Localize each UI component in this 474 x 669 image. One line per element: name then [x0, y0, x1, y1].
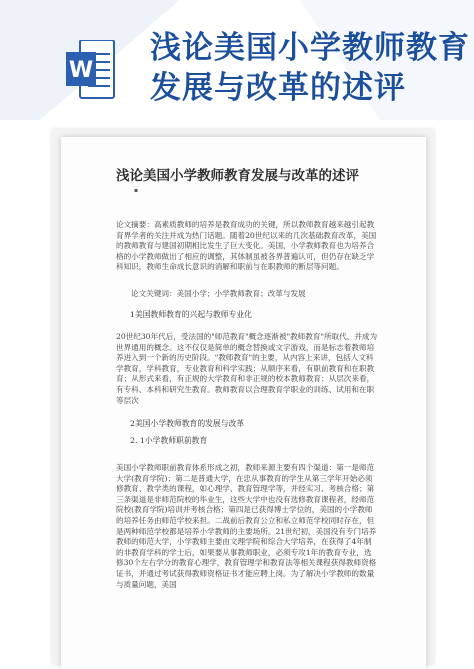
section-1-body [116, 332, 378, 406]
keywords-line: 论文关键词：美国小学；小学教师教育；改革与发展 [131, 289, 306, 298]
svg-text:W: W [68, 58, 94, 83]
section-heading-2: 2美国小学教师教育的发展与改革 [130, 419, 245, 428]
abstract-block [116, 220, 378, 273]
word-document-icon [66, 40, 116, 100]
section-2-1-paragraph: 美国小学教师职前教育体系形成之初，教师来源主要有四个渠道：第一是师范大学(教育学院)；第二是普通大学，在忠从事教育的学生从第三学年开始必须修教育、教学类的课程，如心理学、教育管理学等，并经实习、考核合格；第三条渠道是非师范院校的毕业生，这些大学中也没有选修教育课程者，经师范院校(教育学院)培训并考核合格；第四是已获得博士学位的，美国的小学教师的培养任务由师范学校来担。二战前后教育公立和私立师范学校同时存在，但是两种师范学校都是培养小学教师的主要场所。21世纪初，美国没有专门培养教师的师范大学，小学教师主要由文理学院和综合大学培养，在获得了4年制的非教育学科的学士后，如果要从事教师职业，必须专攻1年的教育专业，选修30个左右学分的教育心理学，教育管理学和教育法等相关课程获得教师资格证书，并通过考试获得教师资格证书才能应聘上岗。为了解决小学教师的数量与质量问题，美国 [116, 463, 377, 589]
document-page [61, 137, 426, 669]
section-heading-2-1: 2. 1小学教师职前教育 [130, 436, 208, 445]
section-2-1-body [116, 463, 378, 590]
section-1-paragraph: 20世纪30年代后，受法国的"师范教育"概念逐渐被"教师教育"所取代，并成为世界通用的概念。这不仅仅是简单的概念替换或文字游戏，而是标志着教师培养进入到一个新的历史阶段。"教师教育"的主要，从内容上来讲，包括人文科学教育，学科教育，专业教育和科学实践；从顺序来看，有职前教育和在职教育；从形式来看，有正规的大学教育和非正规的校本教师教育；从层次来看，有专科、本科和研究生教育。教师教育以合理教育学职业的训练、试用和在职等层次 [116, 332, 378, 405]
document-title: 浅论美国小学教师教育发展与改革的述评 [116, 168, 359, 184]
page-title: 浅论美国小学教师教育发展与改革的述评 [150, 30, 470, 106]
abstract-paragraph: 论文摘要：高素质教师的培养是教育成功的关键，所以教师教育越来越引起教育界学者的关注并成为热门话题。随着20世纪以来的几次基础教育改革，美国的教师教育与建国初期相比发生了巨大变化。美国，小学教师教育也为培养合格的小学教师做出了相应的调整，其体制虽被各界普遍认可，但仍存在缺乏学科知识，教师生命成长意识的消解和职前与在职教师的断层等问题。 [116, 220, 377, 272]
title-marker: ▪ [134, 187, 139, 194]
section-heading-1: 1美国教师教育的兴起与教师专业化 [130, 310, 252, 319]
